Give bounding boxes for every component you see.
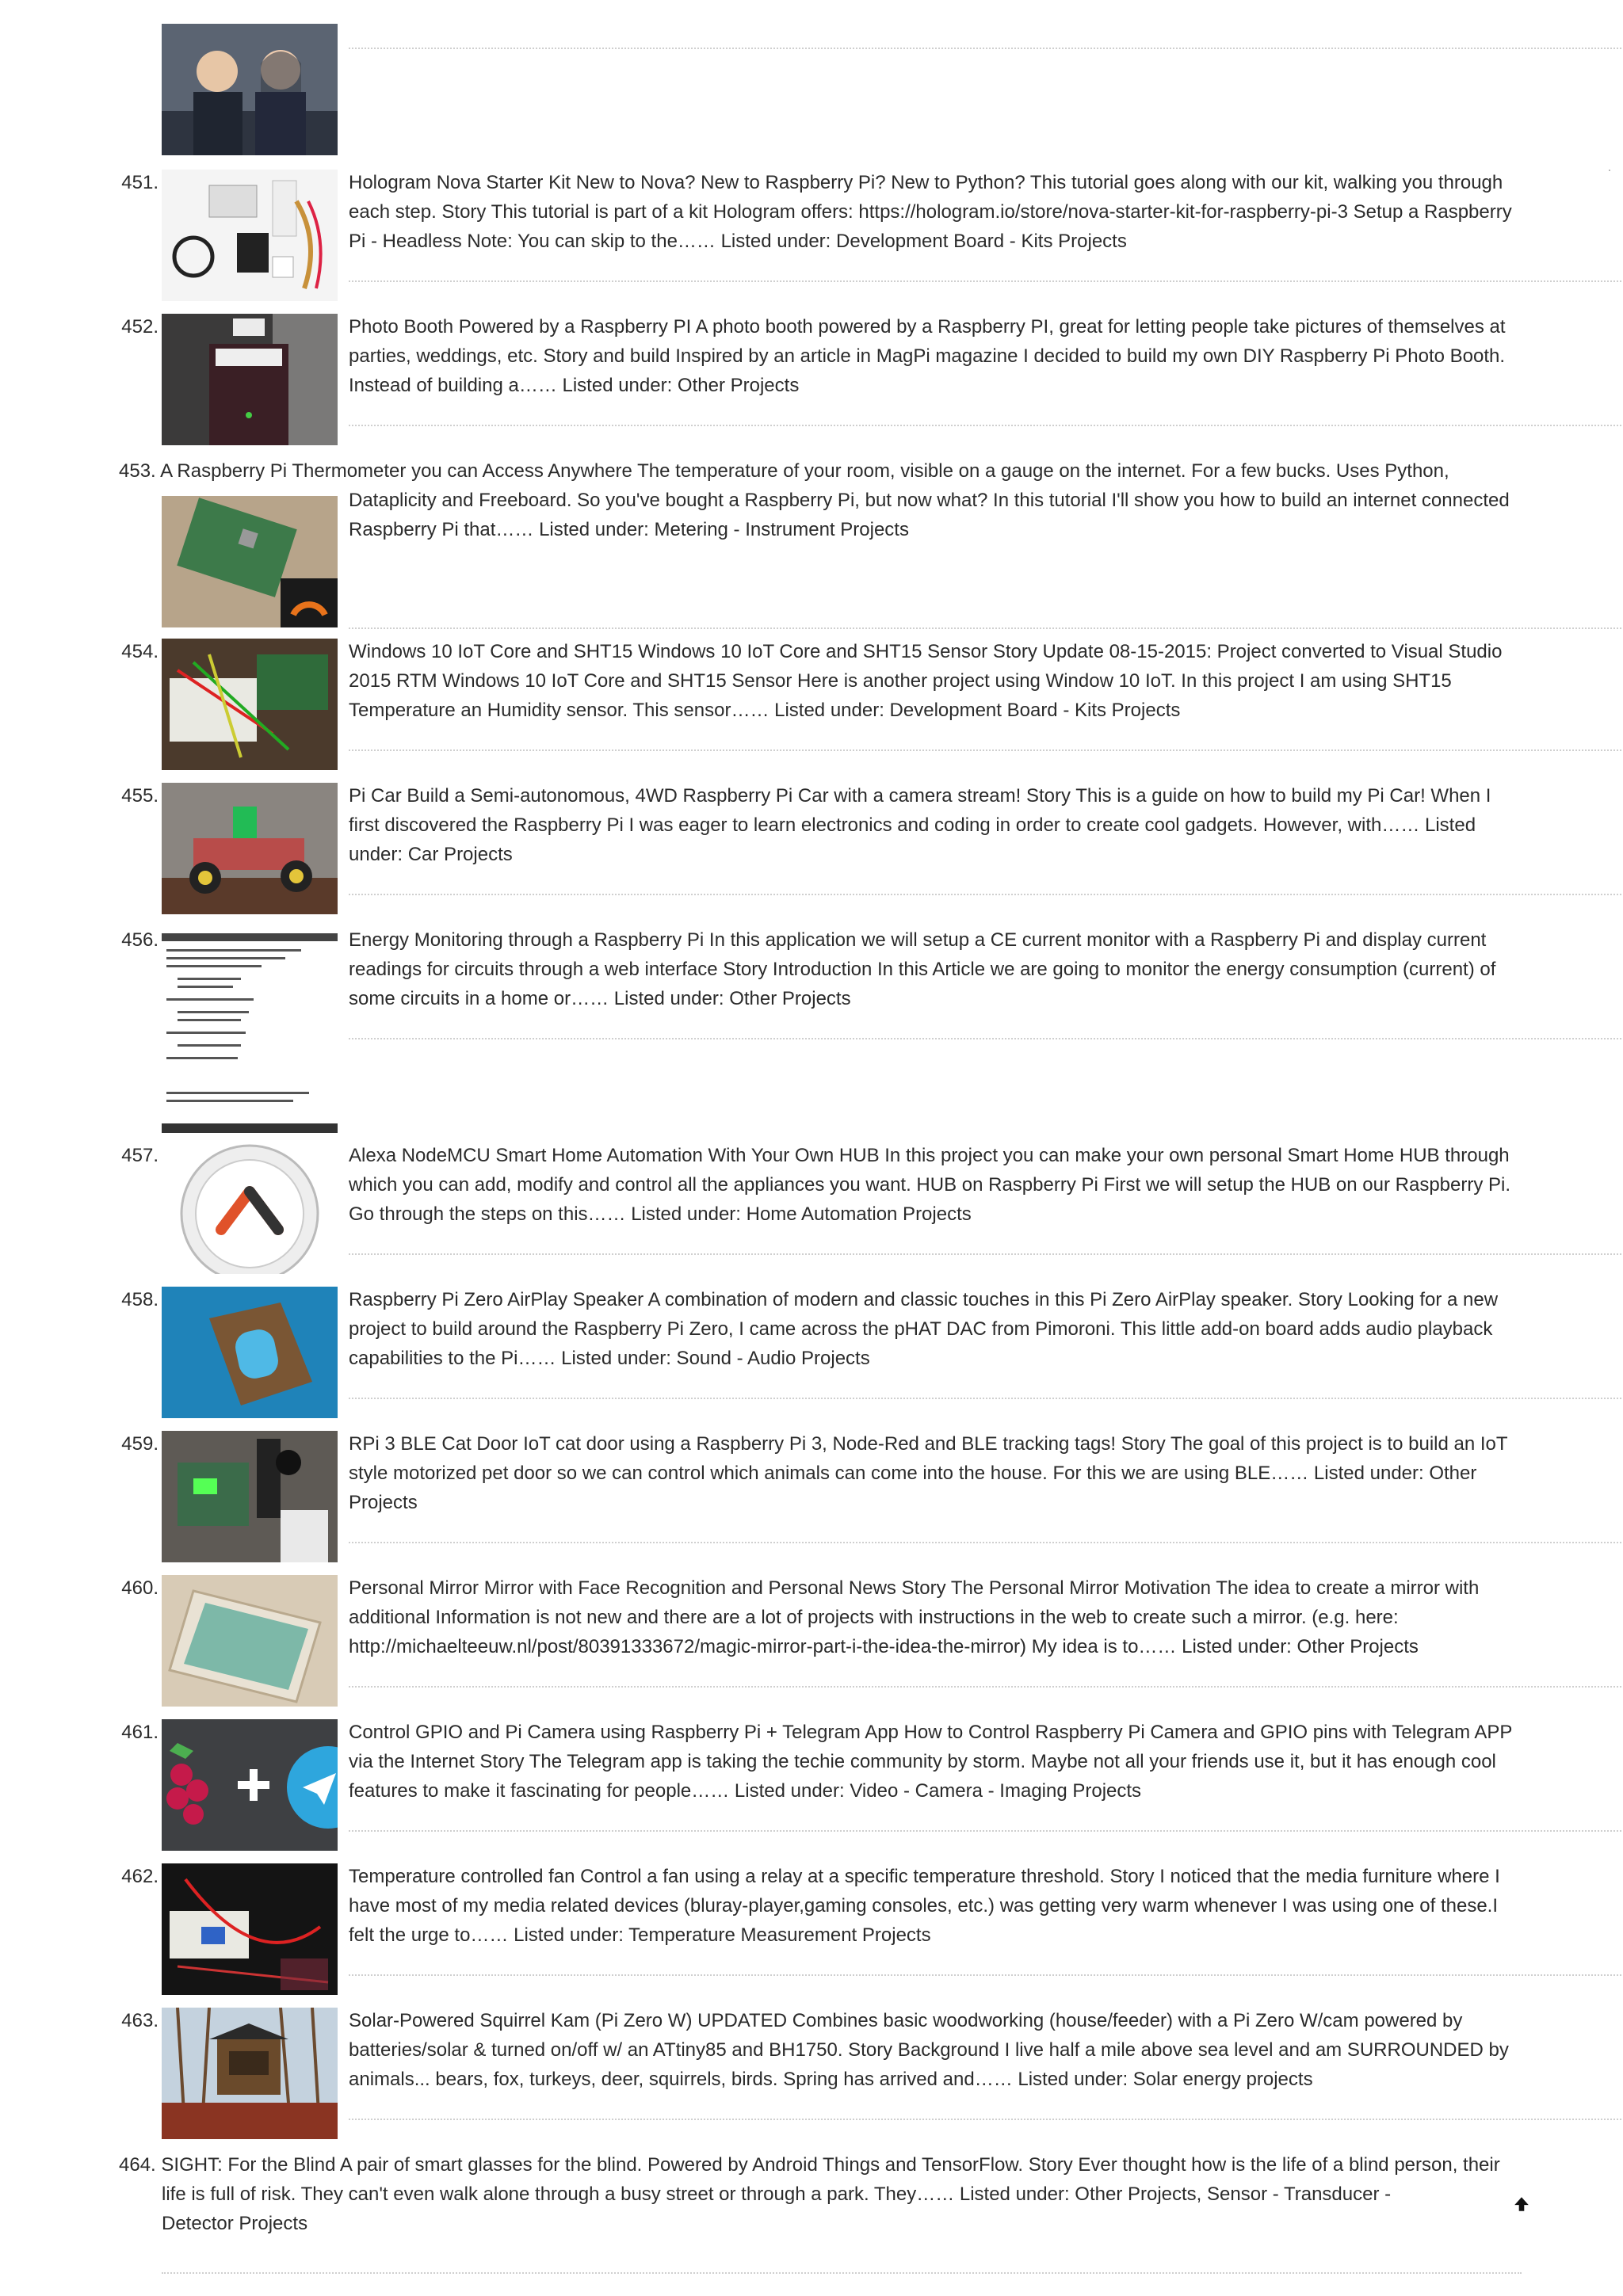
- item-number: 461.: [121, 1722, 158, 1743]
- item-number: 454.: [121, 641, 158, 662]
- item-description: Dataplicity and Freeboard. So you've bought a Raspberry Pi, but now what? In this tutorial I'll show you how to build an internet connected Raspberry Pi that…… Listed under: Metering - Instrument Projects: [349, 490, 1510, 540]
- item-description: Raspberry Pi Zero AirPlay Speaker A combination of modern and classic touches in this Pi Zero AirPlay speaker. Story Looking for a new project to build around the Raspberry Pi Zero, I came across the pHAT DAC from Pimoroni. This little add-on board adds audio playback capabilities to the Pi…… Listed under: Sound - Audio Projects: [349, 1289, 1499, 1369]
- list-item[interactable]: [119, 1429, 1522, 1564]
- item-description: Photo Booth Powered by a Raspberry PI A photo booth powered by a Raspberry PI, great for letting people take pictures of themselves at parties, weddings, etc. Story and build Inspired by an article in MagPi magazine I decided to build my own DIY Raspberry Pi Photo Booth. Instead of building a…… Listed under: Other Projects: [349, 316, 1506, 396]
- list-item[interactable]: [119, 1141, 1522, 1276]
- list-item[interactable]: [119, 168, 1522, 303]
- mirror-frame-icon[interactable]: [162, 1575, 338, 1707]
- list-item[interactable]: [119, 637, 1522, 772]
- item-description: Energy Monitoring through a Raspberry Pi In this application we will setup a CE current monitor with a Raspberry Pi and display current readings for circuits through a web interface Story Introduction In this Article we are going to monitor the energy consumption (current) of some circuits in a home or…… Listed under: Other Projects: [349, 929, 1496, 1009]
- item-head: [119, 2150, 1522, 2180]
- starter-kit-components-icon[interactable]: [162, 170, 338, 301]
- item-description: Pi Car Build a Semi-autonomous, 4WD Raspberry Pi Car with a camera stream! Story This is a guide on how to build my Pi Car! When I first discovered the Raspberry Pi I was eager to learn electronics and coding in order to create cool gadgets. However, with…… Listed under: Car Projects: [349, 785, 1491, 865]
- list-item[interactable]: [119, 1285, 1522, 1420]
- list-item[interactable]: [119, 925, 1522, 1133]
- item-description: Hologram Nova Starter Kit New to Nova? New to Raspberry Pi? New to Python? This tutorial goes along with our kit, walking you through each step. Story This tutorial is part of a kit Hologram offers: https://hologram.io/store/nova-starter-kit-for-raspberry-pi-3 Setup a Raspberry Pi - Headless Note: You can skip to the…… Listed under: Development Board - Kits Projects: [349, 172, 1512, 252]
- item-number: 459.: [121, 1433, 158, 1455]
- cat-door-device-icon[interactable]: [162, 1431, 338, 1562]
- item-description: Alexa NodeMCU Smart Home Automation With Your Own HUB In this project you can make your own personal Smart Home HUB through which you can add, modify and control all the appliances you want. HUB on Raspberry Pi First we will setup the HUB on our Raspberry Pi. Go through the steps on this…… Listed under: Home Automation Projects: [349, 1145, 1511, 1225]
- list-item[interactable]: [119, 1573, 1522, 1708]
- terminal-config-screenshot-icon[interactable]: [162, 933, 338, 1133]
- item-number: 457.: [121, 1145, 158, 1166]
- item-number: 458.: [121, 1289, 158, 1310]
- list-item[interactable]: [119, 312, 1522, 447]
- item-description: Solar-Powered Squirrel Kam (Pi Zero W) UPDATED Combines basic woodworking (house/feeder) with a Pi Zero W/cam powered by batteries/solar & turned on/off w/ an ATtiny85 and BH1750. Story Background I live half a mile above sea level and am SURROUNDED by animals... bears, fox, turkeys, deer, squirrels, birds. Spring has arrived and…… Listed under: Solar energy projects: [349, 2010, 1509, 2090]
- item-number: 462.: [121, 1866, 158, 1887]
- list-item[interactable]: [119, 456, 1522, 627]
- list-item[interactable]: [119, 781, 1522, 916]
- item-title: A Raspberry Pi Thermometer you can Access Anywhere The temperature of your room, visible on a gauge on the internet. For a few bucks. Uses Python,: [160, 460, 1449, 482]
- item-number: 452.: [121, 316, 158, 338]
- item-number: 453.: [119, 460, 156, 482]
- item-description: life is full of risk. They can't even walk alone through a busy street or through a park. They…… Listed under: Other Projects, Sensor - Transducer - Detector Projects: [162, 2183, 1392, 2234]
- item-description: Temperature controlled fan Control a fan using a relay at a specific temperature threshold. Story I noticed that the media furniture where I have most of my media related devices (bluray-player,gaming consoles, etc.) was getting very warm whenever I was using one of these.I felt the urge to…… Listed under: Temperature Measurement Projects: [349, 1866, 1500, 1946]
- list-item[interactable]: [119, 24, 1522, 158]
- relay-fan-breadboard-icon[interactable]: [162, 1863, 338, 1995]
- wooden-speaker-icon[interactable]: [162, 1287, 338, 1418]
- list-item[interactable]: [119, 1718, 1522, 1852]
- list-item[interactable]: [119, 1862, 1522, 1997]
- item-description: Control GPIO and Pi Camera using Raspberry Pi + Telegram App How to Control Raspberry Pi Camera and GPIO pins with Telegram APP via the Internet Story The Telegram app is taking the techie community by storm. Maybe not all your friends use it, but it has enough cool features to make it fascinating for people…… Listed under: Video - Camera - Imaging Projects: [349, 1722, 1513, 1802]
- breadboard-sensor-icon[interactable]: [162, 639, 338, 770]
- two-people-photo-icon[interactable]: [162, 24, 338, 155]
- smart-home-hub-logo-icon[interactable]: [162, 1142, 338, 1274]
- item-number: 463.: [121, 2010, 158, 2031]
- item-number: 464.: [119, 2154, 156, 2176]
- robot-car-icon[interactable]: [162, 783, 338, 914]
- item-number: 460.: [121, 1577, 158, 1599]
- list-item[interactable]: [119, 2150, 1522, 2277]
- item-description: Personal Mirror Mirror with Face Recognition and Personal News Story The Personal Mirror Motivation The idea to create a mirror with additional Information is not new and there are a lot of projects with instructions in the web to create such a mirror. (e.g. here: http://michaelteeuw.nl/post/80391333672/magic-mirror-part-i-the-idea-the-mirror) My idea is to…… Listed under: Other Projects: [349, 1577, 1480, 1657]
- back-to-top-button[interactable]: [1510, 2193, 1533, 2215]
- item-number: 456.: [121, 929, 158, 951]
- solar-bird-feeder-icon[interactable]: [162, 2008, 338, 2139]
- item-number: 451.: [121, 172, 158, 193]
- raspberry-plus-telegram-icon[interactable]: [162, 1719, 338, 1851]
- photo-booth-box-icon[interactable]: [162, 314, 338, 445]
- arrow-up-icon: [1513, 2195, 1530, 2213]
- item-number: 455.: [121, 785, 158, 807]
- list-item[interactable]: [119, 2006, 1522, 2141]
- item-description: Windows 10 IoT Core and SHT15 Windows 10 IoT Core and SHT15 Sensor Story Update 08-15-2015: Project converted to Visual Studio 2015 RTM Windows 10 IoT Core and SHT15 Sensor Here is another project using Window 10 IoT. In this project I am using SHT15 Temperature an Humidity sensor. This sensor…… Listed under: Development Board - Kits Projects: [349, 641, 1503, 721]
- raspberry-pi-board-gauge-icon[interactable]: [162, 496, 338, 627]
- item-title: SIGHT: For the Blind A pair of smart glasses for the blind. Powered by Android Things and TensorFlow. Story Ever thought how is the life of a blind person, their: [161, 2154, 1500, 2176]
- item-head: [119, 456, 1522, 486]
- item-description: RPi 3 BLE Cat Door IoT cat door using a Raspberry Pi 3, Node-Red and BLE tracking tags! Story The goal of this project is to build an IoT style motorized pet door so we can control which animals can come into the house. For this we are using BLE…… Listed under: Other Projects: [349, 1433, 1508, 1513]
- decorative-dot: [1609, 170, 1610, 171]
